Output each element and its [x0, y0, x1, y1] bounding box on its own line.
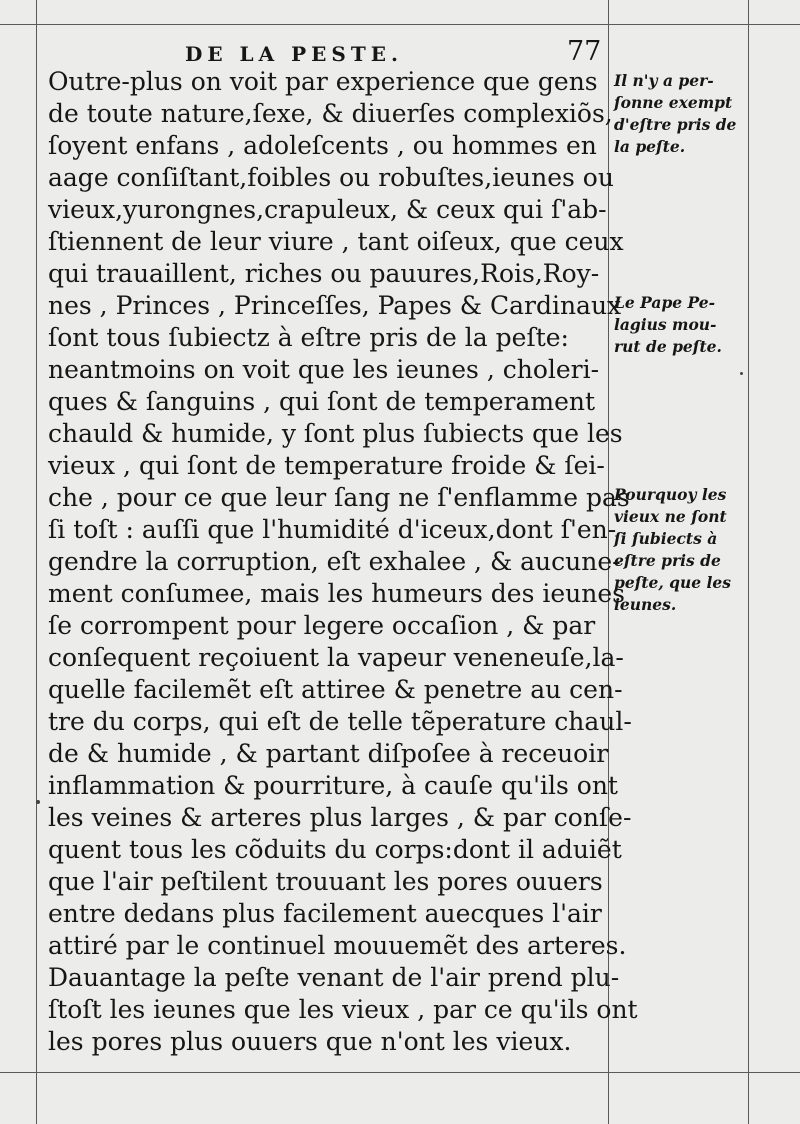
text-line: neantmoins on voit que les ieunes , choleri- [48, 355, 600, 384]
ink-speck [740, 372, 743, 375]
text-line: ſtiennent de leur viure , tant oiſeux, que ceux [48, 227, 624, 256]
page-header [185, 36, 600, 68]
scan-rule-left [36, 0, 37, 1124]
text-line: de & humide , & partant diſpoſee à receuoir [48, 739, 609, 768]
margin-note-line: d'eſtre pris de [614, 115, 737, 134]
scan-rule-top [0, 24, 800, 25]
text-line: ques & ſanguins , qui ſont de temperament [48, 387, 596, 416]
text-line: attiré par le continuel mouuemẽt des arteres. [48, 931, 627, 960]
text-line: nes , Princes , Princeſſes, Papes & Cardinaux [48, 291, 622, 320]
scan-rule-right [748, 0, 749, 1124]
margin-note-line: Il n'y a per- [614, 71, 714, 90]
text-line: tre du corps, qui eſt de telle tẽperature chaul- [48, 707, 632, 736]
text-line: chauld & humide, y ſont plus ſubiects que les [48, 419, 623, 448]
ink-speck [36, 800, 40, 804]
text-line: ſoyent enfans , adoleſcents , ou hommes en [48, 131, 597, 160]
margin-note-line: Pourquoy les [614, 485, 727, 504]
text-line: che , pour ce que leur ſang ne ſ'enflamme pas [48, 483, 630, 512]
text-line: vieux , qui ſont de temperature froide & ſei- [48, 451, 605, 480]
page-number: 77 [567, 36, 602, 67]
text-line: ſe corrompent pour legere occaſion , & par [48, 611, 596, 640]
margin-note-line: vieux ne ſont [614, 507, 727, 526]
text-line: ſtoſt les ieunes que les vieux , par ce qu'ils ont [48, 995, 638, 1024]
margin-note-line: la peſte. [614, 137, 686, 156]
margin-note-line: ieunes. [614, 595, 677, 614]
margin-note [614, 292, 722, 358]
text-line: que l'air peſtilent trouuant les pores ouuers [48, 867, 603, 896]
margin-note [614, 484, 731, 616]
text-line: les pores plus ouuers que n'ont les vieux. [48, 1027, 572, 1056]
text-line: les veines & arteres plus larges , & par conſe- [48, 803, 632, 832]
text-line: Outre-plus on voit par experience que gens [48, 67, 598, 96]
margin-note-line: eſtre pris de [614, 551, 721, 570]
margin-note-line: rut de peſte. [614, 337, 722, 356]
text-line: gendre la corruption, eſt exhalee , & aucune- [48, 547, 621, 576]
running-head: DE LA PESTE. [185, 42, 403, 66]
margin-note-line: ſi ſubiects à [614, 529, 718, 548]
text-line: ſi toſt : auſſi que l'humidité d'iceux,dont ſ'en- [48, 515, 617, 544]
margin-note [614, 70, 736, 158]
margin-note-line: Le Pape Pe- [614, 293, 716, 312]
text-line: aage conſiſtant,foibles ou robuſtes,ieunes ou [48, 163, 614, 192]
text-line: ſont tous ſubiectz à eſtre pris de la peſte: [48, 323, 569, 352]
text-line: de toute nature,ſexe, & diuerſes complexiõs, [48, 99, 613, 128]
margin-note-line: lagius mou- [614, 315, 717, 334]
text-line: quent tous les cõduits du corps:dont il aduiẽt [48, 835, 622, 864]
margin-note-line: peſte, que les [614, 573, 732, 592]
text-line: inflammation & pourriture, à cauſe qu'ils ont [48, 771, 618, 800]
text-line: qui trauaillent, riches ou pauures,Rois,Roy- [48, 259, 600, 288]
text-line: vieux,yurongnes,crapuleux, & ceux qui ſ'ab- [48, 195, 607, 224]
scan-rule-bottom [0, 1072, 800, 1073]
text-line: Dauantage la peſte venant de l'air prend plu- [48, 963, 620, 992]
text-line: entre dedans plus facilement auecques l'air [48, 899, 602, 928]
margin-note-line: ſonne exempt [614, 93, 733, 112]
text-line: quelle facilemẽt eſt attiree & penetre au cen- [48, 675, 623, 704]
text-line: conſequent reçoiuent la vapeur veneneuſe,la- [48, 643, 624, 672]
text-line: ment conſumee, mais les humeurs des ieunes [48, 579, 625, 608]
